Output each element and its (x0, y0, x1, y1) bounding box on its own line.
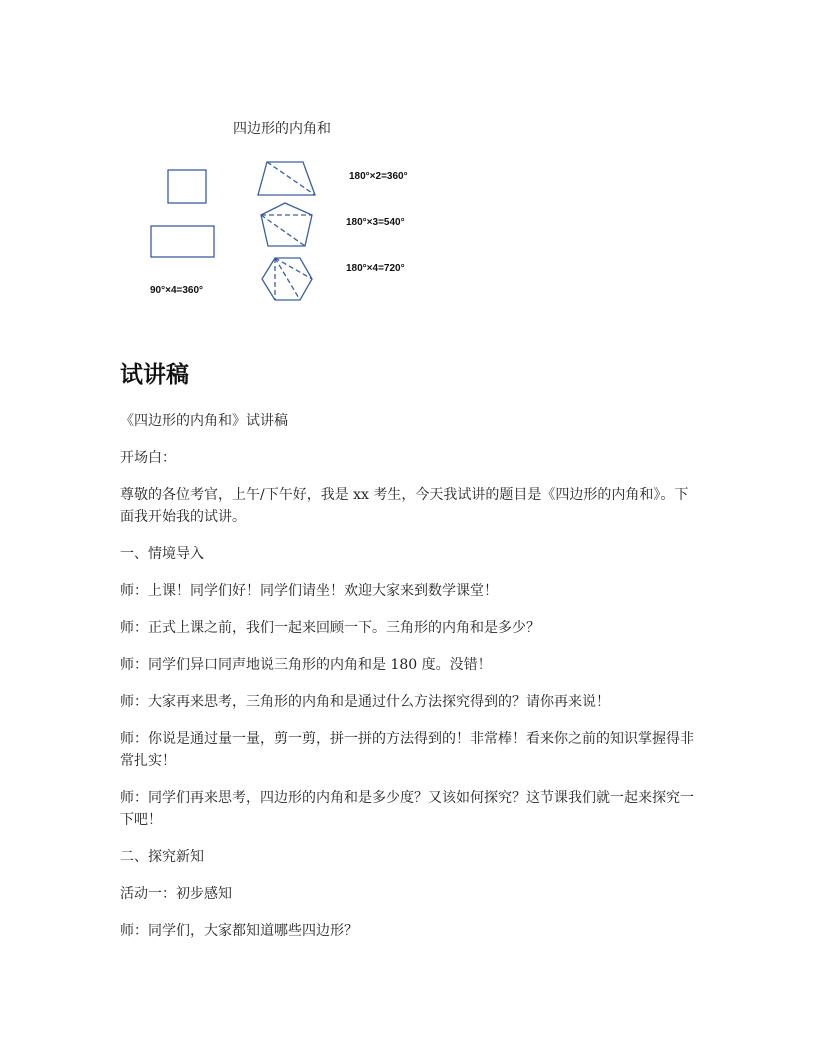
section-heading-intro: 一、情境导入 (120, 546, 204, 562)
shapes-diagram (130, 110, 460, 310)
section-heading-explore: 二、探究新知 (120, 849, 204, 865)
teacher-line: 师：大家再来思考，三角形的内角和是通过什么方法探究得到的？请你再来说！ (120, 694, 610, 710)
teacher-line: 师：正式上课之前，我们一起来回顾一下。三角形的内角和是多少？ (120, 620, 540, 636)
opening-paragraph: 尊敬的各位考官，上午/下午好，我是 xx 考生，今天我试讲的题目是《四边形的内角和》。下面我开始我的试讲。 (120, 487, 689, 525)
pentagon-shape (261, 203, 312, 246)
trapezoid-diagonal (267, 162, 315, 195)
teacher-line: 师：同学们，大家都知道哪些四边形？ (120, 923, 358, 939)
pentagon-angle-label: 180°×3=540° (346, 217, 405, 228)
rectangle-shape (151, 226, 214, 257)
polygon-angle-figure (130, 110, 460, 310)
teacher-line: 师：同学们异口同声地说三角形的内角和是 180 度。没错！ (120, 657, 492, 673)
hexagon-diagonal-2 (275, 258, 300, 300)
page-heading: 试讲稿 (120, 362, 189, 388)
figure-title: 四边形的内角和 (233, 121, 331, 137)
rect-angle-label: 90°×4=360° (150, 285, 204, 296)
square-shape (168, 170, 206, 203)
teacher-line: 师：你说是通过量一量，剪一剪，拼一拼的方法得到的！非常棒！看来你之前的知识掌握得非常扎实！ (120, 731, 694, 769)
opening-label: 开场白： (120, 450, 176, 466)
trapezoid-shape (258, 162, 315, 195)
activity-heading: 活动一：初步感知 (120, 886, 232, 902)
teacher-line: 师：同学们再来思考，四边形的内角和是多少度？又该如何探究？这节课我们就一起来探究一下吧！ (120, 790, 694, 828)
hexagon-angle-label: 180°×4=720° (346, 263, 405, 274)
quad-angle-label: 180°×2=360° (349, 171, 408, 182)
document-body (120, 410, 700, 957)
teacher-line: 师：上课！同学们好！同学们请坐！欢迎大家来到数学课堂！ (120, 583, 498, 599)
doc-title-line: 《四边形的内角和》试讲稿 (120, 413, 288, 429)
